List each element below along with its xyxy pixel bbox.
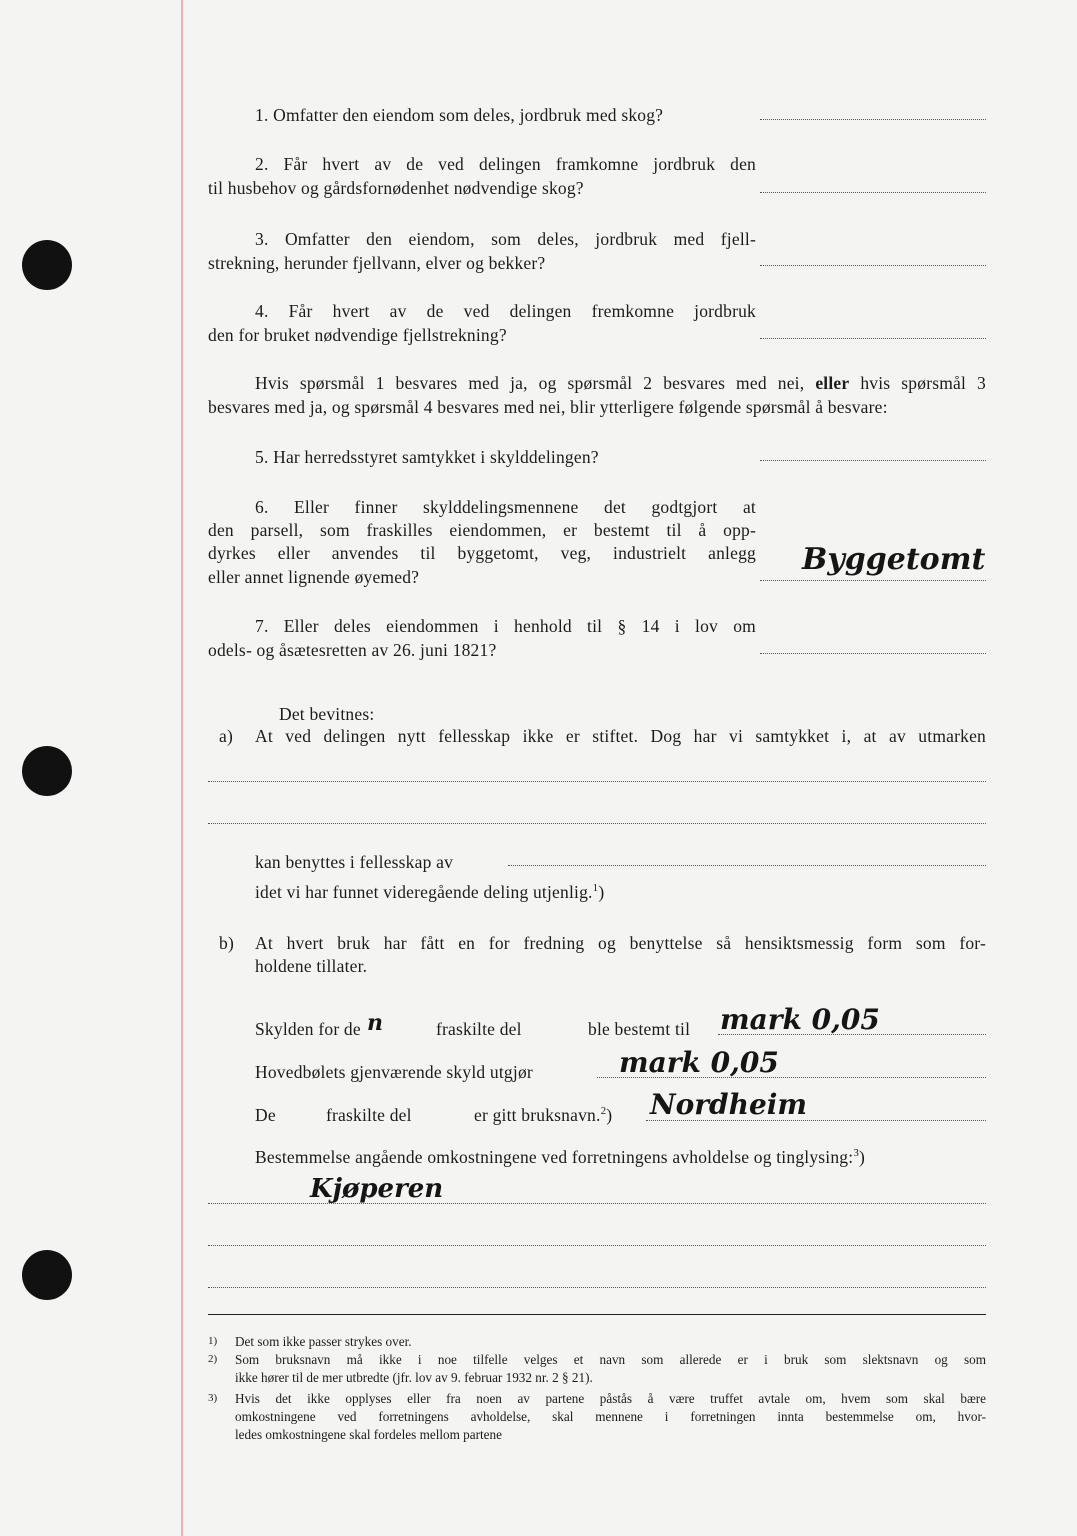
question-7-line2: odels- og åsætesretten av 26. juni 1821?: [208, 640, 497, 660]
question-5: 5. Har herredsstyret samtykket i skylddelingen?: [255, 447, 599, 467]
de-post-text: er gitt bruksnavn.: [474, 1105, 601, 1125]
best-line-3[interactable]: [208, 1287, 986, 1288]
footnote-ref-close-3: ): [859, 1147, 866, 1167]
footnote-3-line3: ledes omkostningene skal fordeles mellom partene: [235, 1427, 502, 1442]
condition-text-a: Hvis spørsmål 1 besvares med ja, og spørsmål 2 besvares med nei,: [255, 373, 805, 393]
footnote-ref-close-2: ): [606, 1105, 613, 1125]
question-6-line4: eller annet lignende øyemed?: [208, 567, 420, 587]
de-label: De: [255, 1105, 276, 1125]
handwritten-answer-6: Byggetomt: [802, 542, 986, 577]
footnote-3-line2: omkostningene ved forretningens avholdelse, skal mennene i forretningen innta bestemmelse om, hvor-: [235, 1409, 986, 1424]
best-line-2[interactable]: [208, 1245, 986, 1246]
question-7-line1: 7. Eller deles eiendommen i henhold til § 14 i lov om: [255, 616, 756, 636]
question-3-line1: 3. Omfatter den eiendom, som deles, jordbruk med fjell-: [255, 229, 756, 249]
answer-line-5[interactable]: [760, 460, 986, 461]
question-2-line1: 2. Får hvert av de ved delingen framkomne jordbruk den: [255, 154, 756, 174]
attest-a-line3-text: idet vi har funnet videregående deling utjenlig.: [255, 882, 593, 902]
footnote-1-mark: 1): [208, 1335, 218, 1347]
attest-a-line3: [255, 881, 604, 904]
question-2-line2: til husbehov og gårdsfornødenhet nødvendige skog?: [208, 178, 584, 198]
answer-line-2[interactable]: [760, 192, 986, 193]
attest-a-marker: a): [219, 726, 233, 746]
attest-a-line2: kan benyttes i fellesskap av: [255, 852, 454, 872]
footnote-2-line1: Som bruksnavn må ikke i noe tilfelle velges et navn som allerede er i bruk som slektsnavn og som: [235, 1352, 986, 1367]
question-4-line1: 4. Får hvert av de ved delingen fremkomne jordbruk: [255, 301, 756, 321]
de-post: [474, 1104, 612, 1127]
answer-line-7[interactable]: [760, 653, 986, 654]
answer-line-1[interactable]: [760, 119, 986, 120]
best-value: Kjøperen: [310, 1174, 444, 1204]
footnote-ref-1: 1: [592, 882, 599, 895]
question-6-line2: den parsell, som fraskilles eiendommen, er bestemt til å opp-: [208, 520, 756, 540]
footnote-3-line1: Hvis det ikke opplyses eller fra noen av partene påstås å være truffet avtale om, hvem som skal bære: [235, 1391, 986, 1406]
margin-line: [181, 0, 183, 1536]
de-mid: fraskilte del: [326, 1105, 412, 1125]
answer-line-6[interactable]: [760, 580, 986, 581]
answer-line-3[interactable]: [760, 265, 986, 266]
punch-hole-bottom: [22, 1250, 72, 1300]
condition-line1: [255, 372, 986, 395]
question-1: 1. Omfatter den eiendom som deles, jordbruk med skog?: [255, 105, 664, 125]
attest-b-text2: holdene tillater.: [255, 956, 368, 976]
condition-emphasis: eller: [815, 373, 850, 393]
best-label-text: Bestemmelse angående omkostningene ved forretningens avholdelse og tinglysing:: [255, 1147, 854, 1167]
footnote-ref-3: 3: [853, 1147, 860, 1160]
hoved-value: mark 0,05: [619, 1046, 779, 1079]
question-6-line1: 6. Eller finner skylddelingsmennene det godtgjort at: [255, 497, 756, 517]
footnote-ref-close: ): [598, 882, 605, 902]
attest-heading: Det bevitnes:: [279, 704, 375, 724]
attest-a-text: At ved delingen nytt fellesskap ikke er stiftet. Dog har vi samtykket i, at av utmarken: [255, 726, 986, 746]
punch-hole-middle: [22, 746, 72, 796]
condition-line2: besvares med ja, og spørsmål 4 besvares med nei, blir ytterligere følgende spørsmål å besvare:: [208, 397, 888, 417]
hoved-label: Hovedbølets gjenværende skyld utgjør: [255, 1062, 533, 1082]
skyld-mid: fraskilte del: [436, 1019, 522, 1039]
condition-text-b: hvis spørsmål 3: [860, 373, 986, 393]
skyld-label: Skylden for de: [255, 1019, 361, 1039]
attest-b-marker: b): [219, 933, 234, 953]
attest-a-fill-line-3[interactable]: [508, 865, 986, 866]
attest-a-fill-line-1[interactable]: [208, 781, 986, 782]
attest-b-text1: At hvert bruk har fått en for fredning og benyttelse så hensiktsmessig form som for-: [255, 933, 986, 953]
skyld-value: mark 0,05: [720, 1003, 880, 1036]
question-4-line2: den for bruket nødvendige fjellstrekning?: [208, 325, 507, 345]
bruksnavn-value: Nordheim: [650, 1088, 808, 1121]
best-label: [255, 1146, 865, 1169]
question-3-line2: strekning, herunder fjellvann, elver og bekker?: [208, 253, 546, 273]
skyld-fill: n: [367, 1010, 383, 1036]
footnote-3-mark: 3): [208, 1392, 218, 1404]
footnote-separator: [208, 1314, 986, 1315]
punch-hole-top: [22, 240, 72, 290]
footnote-2-line2: ikke hører til de mer utbredte (jfr. lov av 9. februar 1932 nr. 2 § 21).: [235, 1370, 593, 1385]
skyld-post: ble bestemt til: [588, 1019, 691, 1039]
question-6-line3: dyrkes eller anvendes til byggetomt, veg, industrielt anlegg: [208, 543, 756, 563]
best-line-1[interactable]: [208, 1203, 986, 1204]
footnote-2-mark: 2): [208, 1353, 218, 1365]
footnote-1: Det som ikke passer strykes over.: [235, 1334, 412, 1349]
attest-a-fill-line-2[interactable]: [208, 823, 986, 824]
footnote-ref-2: 2: [600, 1105, 607, 1118]
answer-line-4[interactable]: [760, 338, 986, 339]
